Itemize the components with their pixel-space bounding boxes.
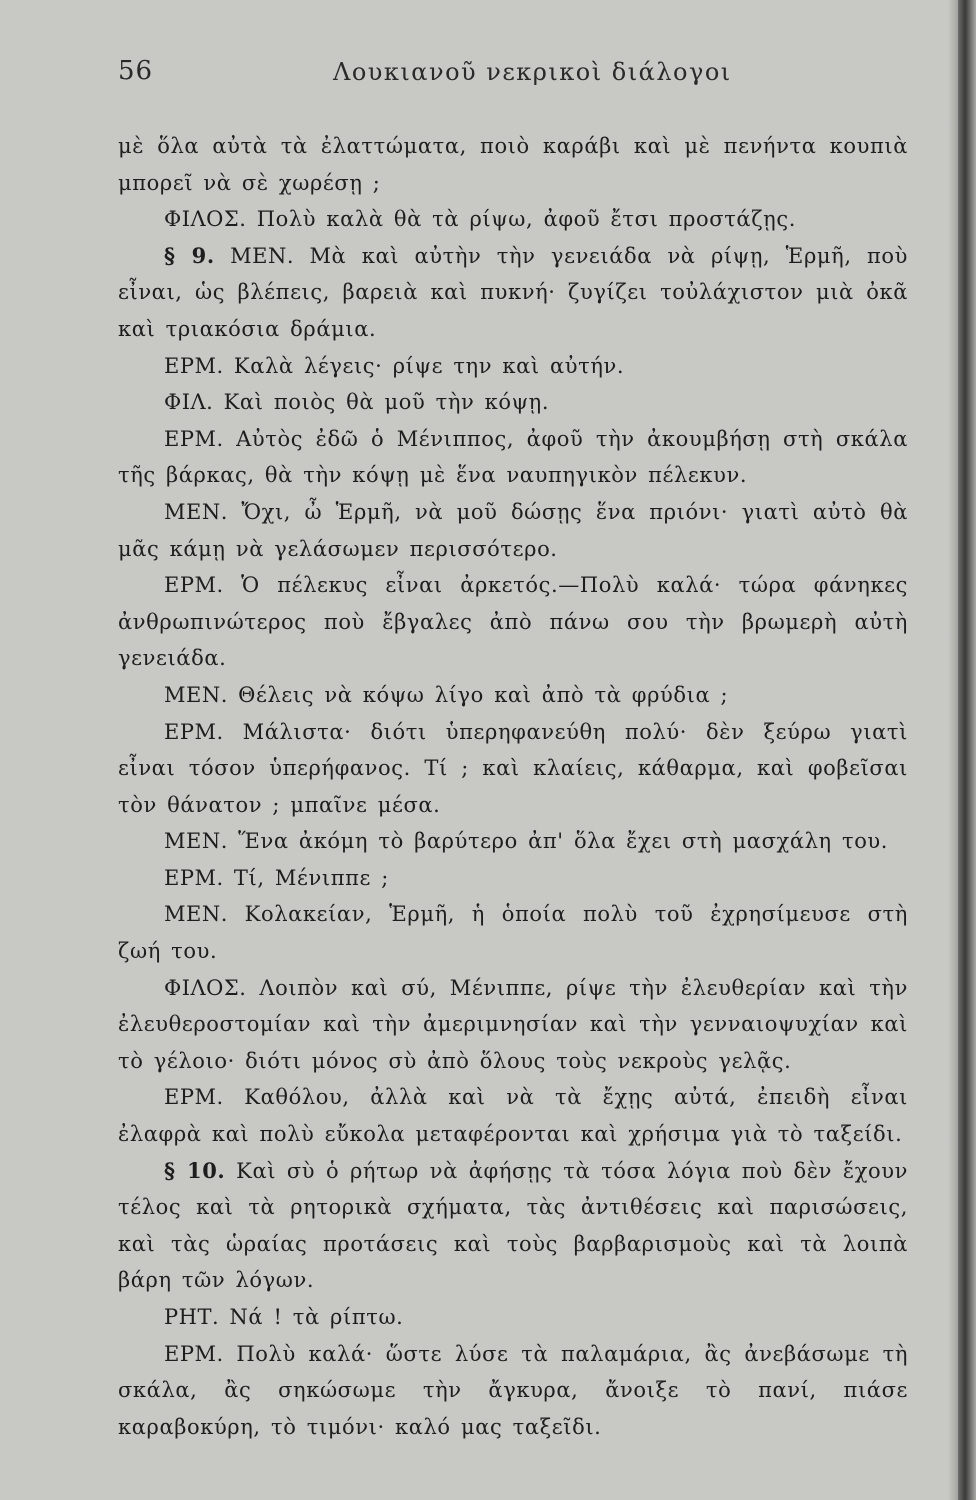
dialogue-paragraph [118, 421, 908, 494]
dialogue-paragraph [118, 1153, 908, 1299]
speaker-label: ΕΡΜ. [164, 1341, 224, 1366]
speaker-label: ΜΕΝ. [164, 682, 228, 707]
dialogue-line: Ὄχι, ὦ Ἑρμῆ, νὰ μοῦ δώσῃς ἕνα πριόνι· γιατὶ αὐτὸ θὰ μᾶς κάμῃ νὰ γελάσωμεν περισσότερο. [118, 499, 908, 561]
dialogue-line: Ἕνα ἀκόμη τὸ βαρύτερο ἀπ' ὅλα ἔχει στὴ μασχάλη του. [238, 829, 889, 854]
speaker-label: ΕΡΜ. [164, 353, 224, 378]
speaker-label: ΕΡΜ. [164, 1085, 224, 1110]
page-number: 56 [118, 56, 154, 86]
dialogue-paragraph [118, 1299, 908, 1336]
speaker-label: ΦΙΛΟΣ. [164, 207, 247, 232]
dialogue-paragraph [118, 823, 908, 860]
speaker-label: ΕΡΜ. [164, 865, 224, 890]
dialogue-line: Ὁ πέλεκυς εἶναι ἀρκετός.—Πολὺ καλά· τώρα φάνηκες ἀνθρωπινώτερος ποὺ ἔβγαλες ἀπὸ πάνω σου τὴν βρωμερὴ αὐτὴ γενειάδα. [118, 573, 909, 671]
speaker-label: ΜΕΝ. [230, 243, 295, 268]
dialogue-line: Καὶ σὺ ὁ ρήτωρ νὰ ἀφήσῃς τὰ τόσα λόγια ποὺ δὲν ἔχουν τέλος καὶ τὰ ρητορικὰ σχήματα, τὰς ἀντιθέσεις καὶ παρισώσεις, καὶ τὰς ὡραίας προτάσεις καὶ τοὺς βαρβαρισμοὺς καὶ τὰ λοιπὰ βάρη τῶν λόγων. [118, 1158, 909, 1293]
speaker-label: ΜΕΝ. [164, 829, 228, 854]
dialogue-line: Αὐτὸς ἐδῶ ὁ Μένιππος, ἀφοῦ τὴν ἀκουμβήσῃ στὴ σκάλα τῆς βάρκας, θὰ τὴν κόψῃ μὲ ἕνα ναυπηγικὸν πέλεκυν. [118, 426, 909, 488]
dialogue-line: Λοιπὸν καὶ σύ, Μένιππε, ρίψε τὴν ἐλευθερίαν καὶ τὴν ἐλευθεροστομίαν καὶ τὴν ἀμεριμνησίαν καὶ τὴν γενναιοψυχίαν καὶ τὸ γέλοιο· διότι μόνος σὺ ἀπὸ ὅλους τοὺς νεκροὺς γελᾷς. [118, 975, 908, 1073]
dialogue-paragraph [118, 201, 908, 238]
dialogue-paragraph [118, 970, 908, 1080]
speaker-label: ΦΙΛΟΣ. [164, 975, 247, 1000]
dialogue-paragraph [118, 860, 908, 897]
dialogue-line: Μάλιστα· διότι ὑπερηφανεύθη πολύ· δὲν ξεύρω γιατὶ εἶναι τόσον ὑπερήφανος. Τί ; καὶ κλαίεις, κάθαρμα, καὶ φοβεῖσαι τὸν θάνατον ; μπαῖνε μέσα. [118, 719, 908, 817]
dialogue-paragraph [118, 714, 908, 824]
running-title: Λουκιανοῦ νεκρικοὶ διάλογοι [333, 58, 732, 86]
dialogue-paragraph [118, 348, 908, 385]
speaker-label: ΕΡΜ. [164, 573, 224, 598]
speaker-label: ΕΡΜ. [164, 426, 224, 451]
dialogue-line: μὲ ὅλα αὐτὰ τὰ ἐλαττώματα, ποιὸ καράβι καὶ μὲ πενήντα κουπιὰ μπορεῖ νὰ σὲ χωρέσῃ ; [118, 134, 908, 195]
dialogue-line: Τί, Μένιππε ; [233, 865, 389, 890]
dialogue-line: Θέλεις νὰ κόψω λίγο καὶ ἀπὸ τὰ φρύδια ; [238, 682, 729, 707]
dialogue-line: Νά ! τὰ ρίπτω. [229, 1305, 404, 1329]
dialogue-paragraph [118, 1336, 908, 1446]
speaker-label: ΕΡΜ. [164, 719, 224, 744]
page-edge-shadow [948, 0, 958, 1500]
dialogue-line: Κολακείαν, Ἑρμῆ, ἡ ὁποία πολὺ τοῦ ἐχρησίμευσε στὴ ζωή του. [118, 902, 908, 964]
dialogue-line: Καλὰ λέγεις· ρίψε την καὶ αὐτήν. [233, 353, 625, 378]
dialogue-line: Πολὺ καλὰ θὰ τὰ ρίψω, ἀφοῦ ἔτσι προστάζῃς. [256, 207, 797, 232]
dialogue-paragraph [118, 1079, 908, 1152]
dialogue-paragraph [118, 494, 908, 567]
dialogue-paragraph [118, 567, 908, 677]
dialogue-text [118, 128, 908, 1445]
section-number: § 9. [164, 242, 215, 268]
dialogue-paragraph [118, 677, 908, 714]
dialogue-paragraph [118, 896, 908, 969]
speaker-label: ΜΕΝ. [164, 499, 228, 524]
speaker-label: ΦΙΛ. [164, 390, 214, 415]
speaker-label: ΜΕΝ. [164, 902, 228, 927]
dialogue-line: Καθόλου, ἀλλὰ καὶ νὰ τὰ ἔχῃς αὐτά, ἐπειδὴ εἶναι ἐλαφρὰ καὶ πολὺ εὔκολα μεταφέρονται καὶ χρήσιμα γιὰ τὸ ταξείδι. [118, 1085, 908, 1147]
dialogue-paragraph [118, 238, 908, 348]
dialogue-line: Πολὺ καλά· ὥστε λύσε τὰ παλαμάρια, ἂς ἀνεβάσωμε τὴ σκάλα, ἂς σηκώσωμε τὴν ἄγκυρα, ἄνοιξε τὸ πανί, πιάσε καραβοκύρη, τὸ τιμόνι· καλό μας ταξεῖδι. [118, 1341, 908, 1439]
dialogue-line: Καὶ ποιὸς θὰ μοῦ τὴν κόψῃ. [223, 390, 550, 415]
page-header [118, 56, 908, 96]
page-binding-edge [958, 0, 976, 1500]
dialogue-paragraph [118, 384, 908, 421]
section-number: § 10. [164, 1157, 226, 1183]
dialogue-paragraph [118, 128, 908, 201]
dialogue-line: Μὰ καὶ αὐτὴν τὴν γενειάδα νὰ ρίψῃ, Ἑρμῆ, ποὺ εἶναι, ὡς βλέπεις, βαρειὰ καὶ πυκνή· ζυγίζει τοὐλάχιστον μιὰ ὀκᾶ καὶ τριακόσια δράμια. [118, 243, 909, 341]
speaker-label: ΡΗΤ. [164, 1305, 220, 1329]
